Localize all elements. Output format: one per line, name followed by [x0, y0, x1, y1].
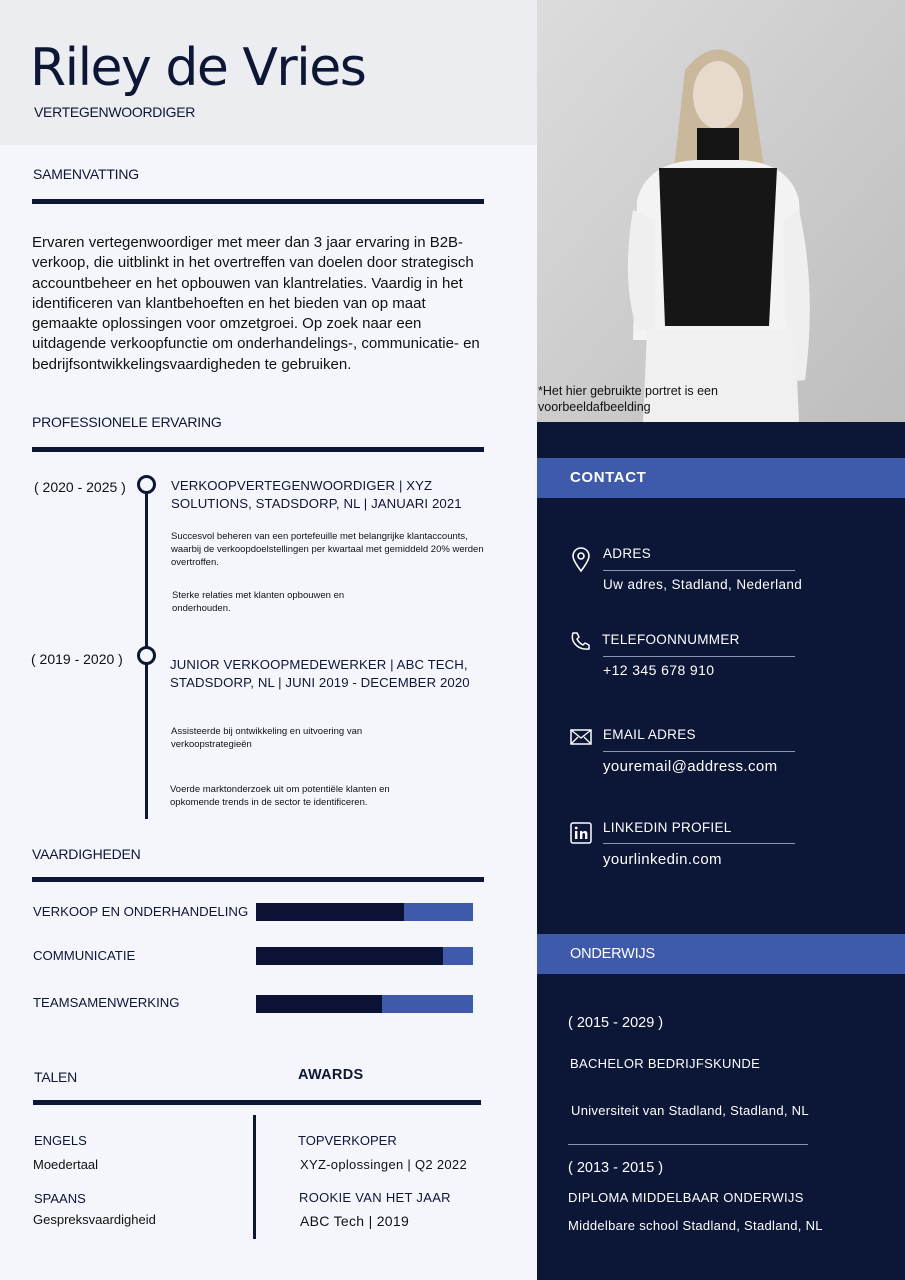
summary-rule	[32, 199, 484, 204]
education-degree: DIPLOMA MIDDELBAAR ONDERWIJS	[568, 1190, 804, 1205]
skills-title: VAARDIGHEDEN	[32, 846, 141, 862]
experience-title: PROFESSIONELE ERVARING	[32, 414, 222, 430]
job-years: ( 2019 - 2020 )	[31, 651, 123, 667]
education-degree: BACHELOR BEDRIJFSKUNDE	[570, 1056, 761, 1071]
contact-label: TELEFOONNUMMER	[602, 632, 740, 647]
skill-bar-fill	[256, 947, 443, 965]
contact-divider	[603, 843, 795, 844]
contact-divider	[603, 751, 795, 752]
job-bullet: Assisteerde bij ontwikkeling en uitvoering van verkoopstrategieën	[171, 726, 363, 750]
skill-label: VERKOOP EN ONDERHANDELING	[33, 904, 249, 919]
linkedin-icon	[570, 822, 592, 844]
portrait-photo	[537, 0, 905, 422]
summary-title: SAMENVATTING	[33, 166, 139, 182]
skill-bar-fill	[256, 995, 382, 1013]
contact-title: CONTACT	[537, 458, 905, 498]
skill-bar	[256, 995, 473, 1013]
skill-bar	[256, 947, 473, 965]
candidate-role: VERTEGENWOORDIGER	[34, 104, 196, 120]
language-level: Gespreksvaardigheid	[33, 1212, 156, 1227]
skill-bar-fill	[256, 903, 404, 921]
skills-rule	[32, 877, 484, 882]
job-title: JUNIOR VERKOOPMEDEWERKER | ABC TECH, STADSDORP, NL | JUNI 2019 - DECEMBER 2020	[170, 657, 470, 690]
contact-divider	[603, 570, 795, 571]
experience-rule	[32, 447, 484, 452]
contact-label: LINKEDIN PROFIEL	[603, 820, 732, 835]
languages-title: TALEN	[34, 1069, 78, 1085]
award-detail: ABC Tech | 2019	[300, 1213, 410, 1229]
education-years: ( 2013 - 2015 )	[568, 1160, 664, 1176]
phone-value: +12 345 678 910	[603, 662, 715, 678]
column-divider	[253, 1115, 256, 1239]
photo-note: *Het hier gebruikte portret is een voorbeeldafbeelding	[538, 384, 718, 414]
skill-bar	[256, 903, 473, 921]
education-years: ( 2015 - 2029 )	[568, 1015, 664, 1031]
skill-label: TEAMSAMENWERKING	[33, 995, 180, 1010]
timeline-dot	[137, 646, 156, 665]
email-value: youremail@address.com	[603, 758, 778, 775]
job-bullet: Succesvol beheren van een portefeuille met belangrijke klantaccounts, waarbij de verkoopdoelstellingen per kwartaal met gemiddeld 20% werden overtroffen.	[171, 531, 484, 568]
award-detail: XYZ-oplossingen | Q2 2022	[300, 1157, 467, 1172]
award-name: ROOKIE VAN HET JAAR	[299, 1190, 451, 1205]
award-name: TOPVERKOPER	[298, 1133, 397, 1148]
phone-icon	[570, 631, 592, 651]
timeline-dot	[137, 475, 156, 494]
education-school: Universiteit van Stadland, Stadland, NL	[571, 1103, 809, 1118]
education-school: Middelbare school Stadland, Stadland, NL	[568, 1218, 823, 1233]
contact-divider	[603, 656, 795, 657]
language-name: SPAANS	[34, 1191, 86, 1206]
skill-label: COMMUNICATIE	[33, 948, 136, 963]
mail-icon	[570, 729, 592, 745]
address-value: Uw adres, Stadland, Nederland	[603, 577, 803, 592]
contact-label: EMAIL ADRES	[603, 727, 696, 742]
job-bullet: Sterke relaties met klanten opbouwen en onderhouden.	[172, 590, 345, 614]
job-title: VERKOOPVERTEGENWOORDIGER | XYZ SOLUTIONS, STADSDORP, NL | JANUARI 2021	[171, 478, 462, 511]
awards-title: AWARDS	[298, 1067, 364, 1083]
education-divider	[568, 1144, 808, 1145]
summary-text: Ervaren vertegenwoordiger met meer dan 3 jaar ervaring in B2B-verkoop, die uitblinkt in het overtreffen van doelen door strategisch accountbeheer en het opbouwen van klantrelaties. Vaardig in het identificeren van klantbehoeften en het bieden van op maat gemaakte oplossingen voor omzetgroei. Op zoek naar een uitdagende verkoopfunctie om onderhandelings-, communicatie- en bedrijfsontwikkelingsvaardigheden te gebruiken.	[32, 234, 480, 373]
contact-label: ADRES	[603, 546, 652, 561]
linkedin-value: yourlinkedin.com	[603, 851, 722, 868]
job-years: ( 2020 - 2025 )	[34, 479, 126, 495]
job-bullet: Voerde marktonderzoek uit om potentiële klanten en opkomende trends in de sector te identificeren.	[170, 784, 390, 808]
language-level: Moedertaal	[33, 1157, 99, 1172]
language-name: ENGELS	[34, 1133, 87, 1148]
education-title: ONDERWIJS	[537, 934, 905, 974]
portrait-illustration	[537, 0, 905, 422]
languages-awards-rule	[33, 1100, 481, 1105]
candidate-name: Riley de Vries	[30, 38, 366, 98]
map-pin-icon	[571, 547, 591, 573]
